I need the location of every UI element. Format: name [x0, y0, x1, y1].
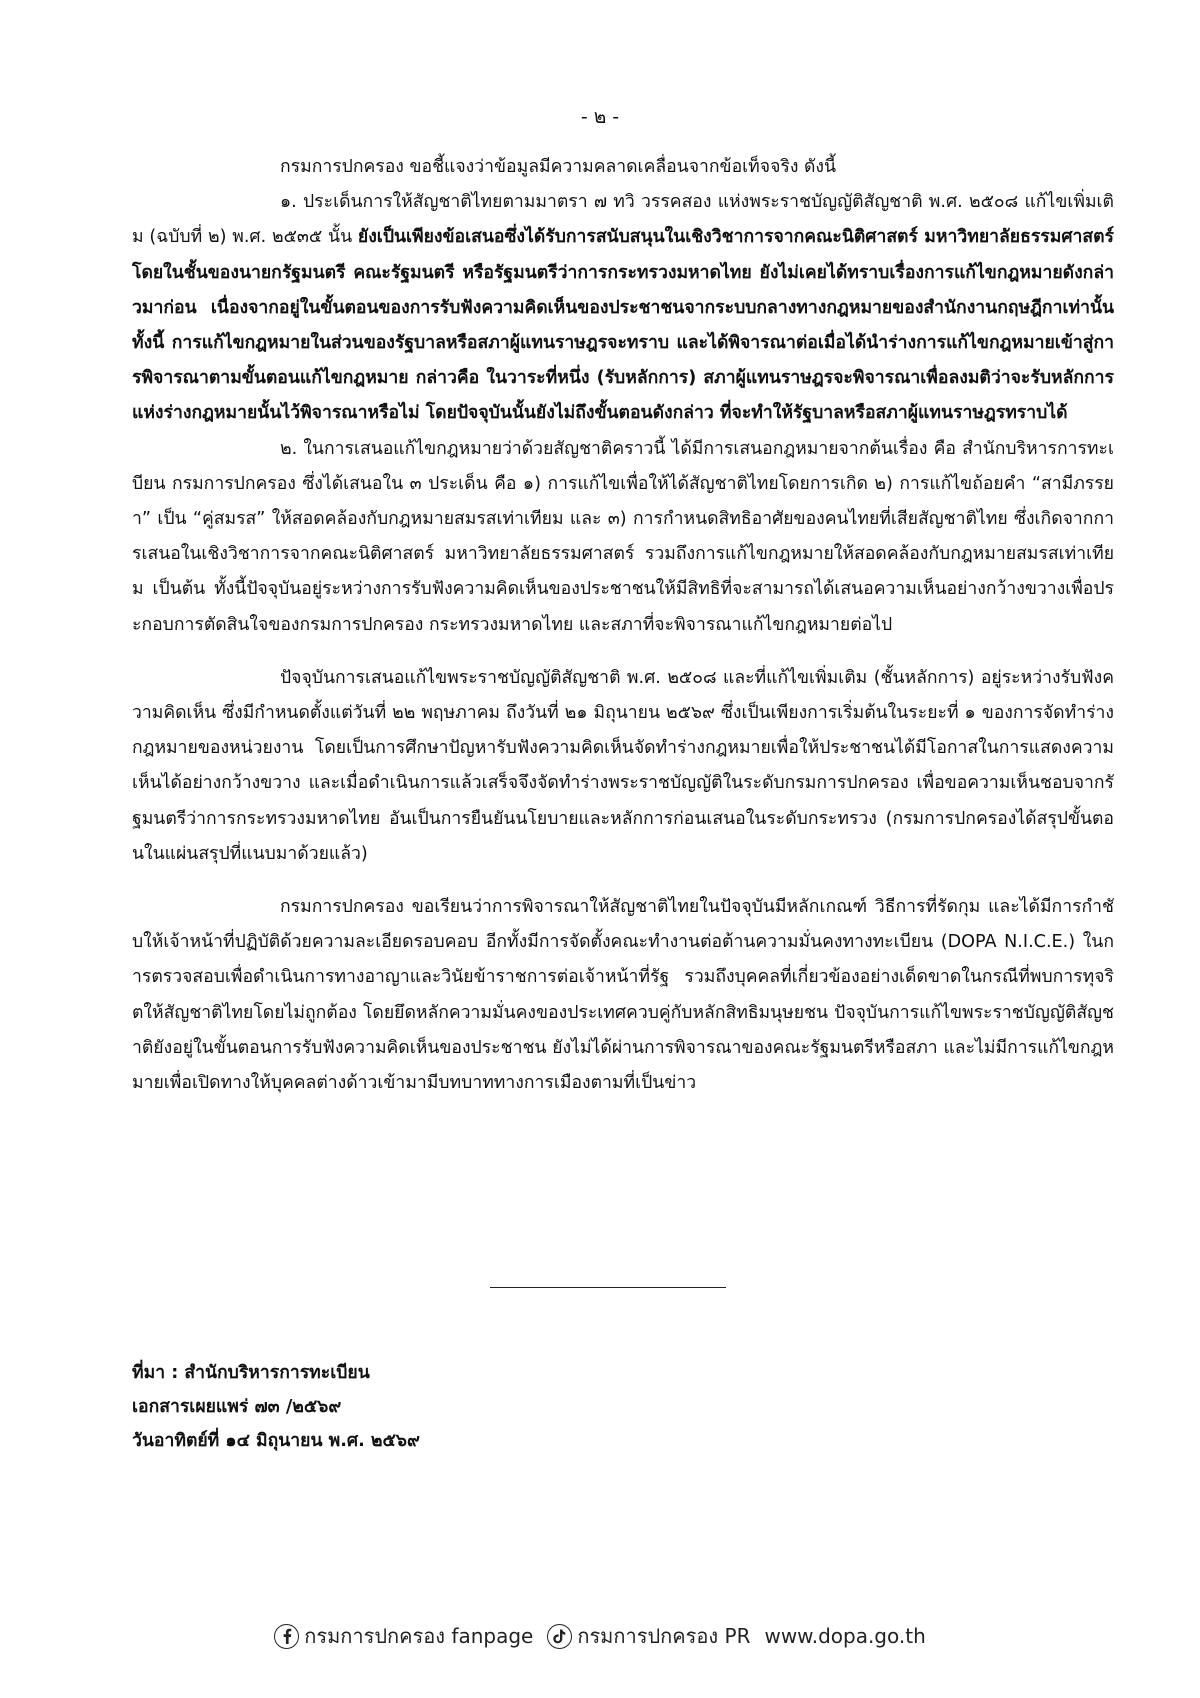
- paragraph-4: กรมการปกครอง ขอเรียนว่าการพิจารณาให้สัญชาติไทยในปัจจุบันมีหลักเกณฑ์ วิธีการที่รัดกุม และได้มีการกำชับให้เจ้าหน้าที่ปฏิบัติด้วยความละเอียดรอบคอบ อีกทั้งมีการจัดตั้งคณะทำงานต่อต้านความมั่นคงทางทะเบียน (DOPA N.I.C.E.) ในการตรวจสอบเพื่อดำเนินการทางอาญาและวินัยข้าราชการต่อเจ้าหน้าที่รัฐ รวมถึงบุคคลที่เกี่ยวข้องอย่างเด็ดขาดในกรณีที่พบการทุจริตให้สัญชาติไทยโดยไม่ถูกต้อง โดยยึดหลักความมั่นคงของประเทศควบคู่กับหลักสิทธิมนุษยชน ปัจจุบันการแก้ไขพระราชบัญญัติสัญชาติยังอยู่ในขั้นตอนการรับฟังความคิดเห็นของประชาชน ยังไม่ได้ผ่านการพิจารณาของคณะรัฐมนตรีหรือสภา และไม่มีการแก้ไขกฎหมายเพื่อเปิดทางให้บุคคลต่างด้าวเข้ามามีบทบาททางการเมืองตามที่เป็นข่าว: [132, 897, 1114, 1094]
- tiktok-link[interactable]: [547, 1620, 750, 1652]
- website-link[interactable]: [764, 1624, 925, 1648]
- document-number: เอกสารเผยแพร่ ๗๓ /๒๕๖๙: [132, 1397, 342, 1417]
- footer: [0, 1620, 1200, 1652]
- intro-paragraph: กรมการปกครอง ขอชี้แจงว่าข้อมูลมีความคลาดเคลื่อนจากข้อเท็จจริง ดังนี้: [280, 157, 837, 177]
- facebook-label: กรมการปกครอง fanpage: [304, 1624, 534, 1648]
- paragraph-3: ปัจจุบันการเสนอแก้ไขพระราชบัญญัติสัญชาติ พ.ศ. ๒๕๐๘ และที่แก้ไขเพิ่มเติม (ชั้นหลักการ) อยู่ระหว่างรับฟังความคิดเห็น ซึ่งมีกำหนดตั้งแต่วันที่ ๒๒ พฤษภาคม ถึงวันที่ ๒๑ มิถุนายน ๒๕๖๙ ซึ่งเป็นเพียงการเริ่มต้นในระยะที่ ๑ ของการจัดทำร่างกฎหมายของหน่วยงาน โดยเป็นการศึกษาปัญหารับฟังความคิดเห็นจัดทำร่างกฎหมายเพื่อให้ประชาชนได้มีโอกาสในการแสดงความเห็นได้อย่างกว้างขวาง และเมื่อดำเนินการแล้วเสร็จจึงจัดทำร่างพระราชบัญญัติในระดับกรมการปกครอง เพื่อขอความเห็นชอบจากรัฐมนตรีว่าการกระทรวงมหาดไทย อันเป็นการยืนยันนโยบายและหลักการก่อนเสนอในระดับกระทรวง (กรมการปกครองได้สรุปขั้นตอนในแผ่นสรุปที่แนบมาด้วยแล้ว): [132, 667, 1114, 864]
- section-divider: [490, 1287, 726, 1288]
- source-line: ที่มา : สำนักบริหารการทะเบียน: [132, 1363, 370, 1383]
- tiktok-icon: [547, 1624, 572, 1649]
- point-1-paragraph: [132, 185, 1114, 431]
- document-body: [132, 150, 1114, 1101]
- point-1-text: ๑. ประเด็นการให้สัญชาติไทยตามมาตรา ๗ ทวิ วรรคสอง แห่งพระราชบัญญัติสัญชาติ พ.ศ. ๒๕๐๘ แก้ไขเพิ่มเติม (ฉบับที่ ๒) พ.ศ. ๒๕๓๕ นั้น: [132, 192, 1114, 248]
- publish-date: วันอาทิตย์ที่ ๑๔ มิถุนายน พ.ศ. ๒๕๖๙: [132, 1431, 420, 1451]
- page-number: - ๒ -: [580, 106, 620, 128]
- website-label: www.dopa.go.th: [764, 1624, 926, 1648]
- tiktok-label: กรมการปกครอง PR: [577, 1624, 751, 1648]
- facebook-icon: [274, 1624, 299, 1649]
- point-1-bold-text: ยังเป็นเพียงข้อเสนอซึ่งได้รับการสนับสนุนในเชิงวิชาการจากคณะนิติศาสตร์ มหาวิทยาลัยธรรมศาสตร์ โดยในชั้นของนายกรัฐมนตรี คณะรัฐมนตรี หรือรัฐมนตรีว่าการกระทรวงมหาดไทย ยังไม่เคยได้ทราบเรื่องการแก้ไขกฎหมายดังกล่าวมาก่อน เนื่องจากอยู่ในขั้นตอนของการรับฟังความคิดเห็นของประชาชนจากระบบกลางทางกฎหมายของสำนักงานกฤษฎีกาเท่านั้น ทั้งนี้ การแก้ไขกฎหมายในส่วนของรัฐบาลหรือสภาผู้แทนราษฎรจะทราบ และได้พิจารณาต่อเมื่อได้นำร่างการแก้ไขกฎหมายเข้าสู่การพิจารณาตามขั้นตอนแก้ไขกฎหมาย กล่าวคือ ในวาระที่หนึ่ง (รับหลักการ) สภาผู้แทนราษฎรจะพิจารณาเพื่อลงมติว่าจะรับหลักการแห่งร่างกฎหมายนั้นไว้พิจารณาหรือไม่ โดยปัจจุบันนั้นยังไม่ถึงขั้นตอนดังกล่าว ที่จะทำให้รัฐบาลหรือสภาผู้แทนราษฎรทราบได้: [132, 227, 1114, 424]
- point-2-paragraph: ๒. ในการเสนอแก้ไขกฎหมายว่าด้วยสัญชาติคราวนี้ ได้มีการเสนอกฎหมายจากต้นเรื่อง คือ สำนักบริหารการทะเบียน กรมการปกครอง ซึ่งได้เสนอใน ๓ ประเด็น คือ ๑) การแก้ไขเพื่อให้ได้สัญชาติไทยโดยการเกิด ๒) การแก้ไขถ้อยคำ “สามีภรรยา” เป็น “คู่สมรส” ให้สอดคล้องกับกฎหมายสมรสเท่าเทียม และ ๓) การกำหนดสิทธิอาศัยของคนไทยที่เสียสัญชาติไทย ซึ่งเกิดจากการเสนอในเชิงวิชาการจากคณะนิติศาสตร์ มหาวิทยาลัยธรรมศาสตร์ รวมถึงการแก้ไขกฎหมายให้สอดคล้องกับกฎหมายสมรสเท่าเทียม เป็นต้น ทั้งนี้ปัจจุบันอยู่ระหว่างการรับฟังความคิดเห็นของประชาชนให้มีสิทธิที่จะสามารถได้เสนอความเห็นอย่างกว้างขวางเพื่อประกอบการตัดสินใจของกรมการปกครอง กระทรวงมหาดไทย และสภาที่จะพิจารณาแก้ไขกฎหมายต่อไป: [132, 438, 1114, 635]
- source-block: [132, 1356, 420, 1458]
- facebook-link[interactable]: [274, 1620, 533, 1652]
